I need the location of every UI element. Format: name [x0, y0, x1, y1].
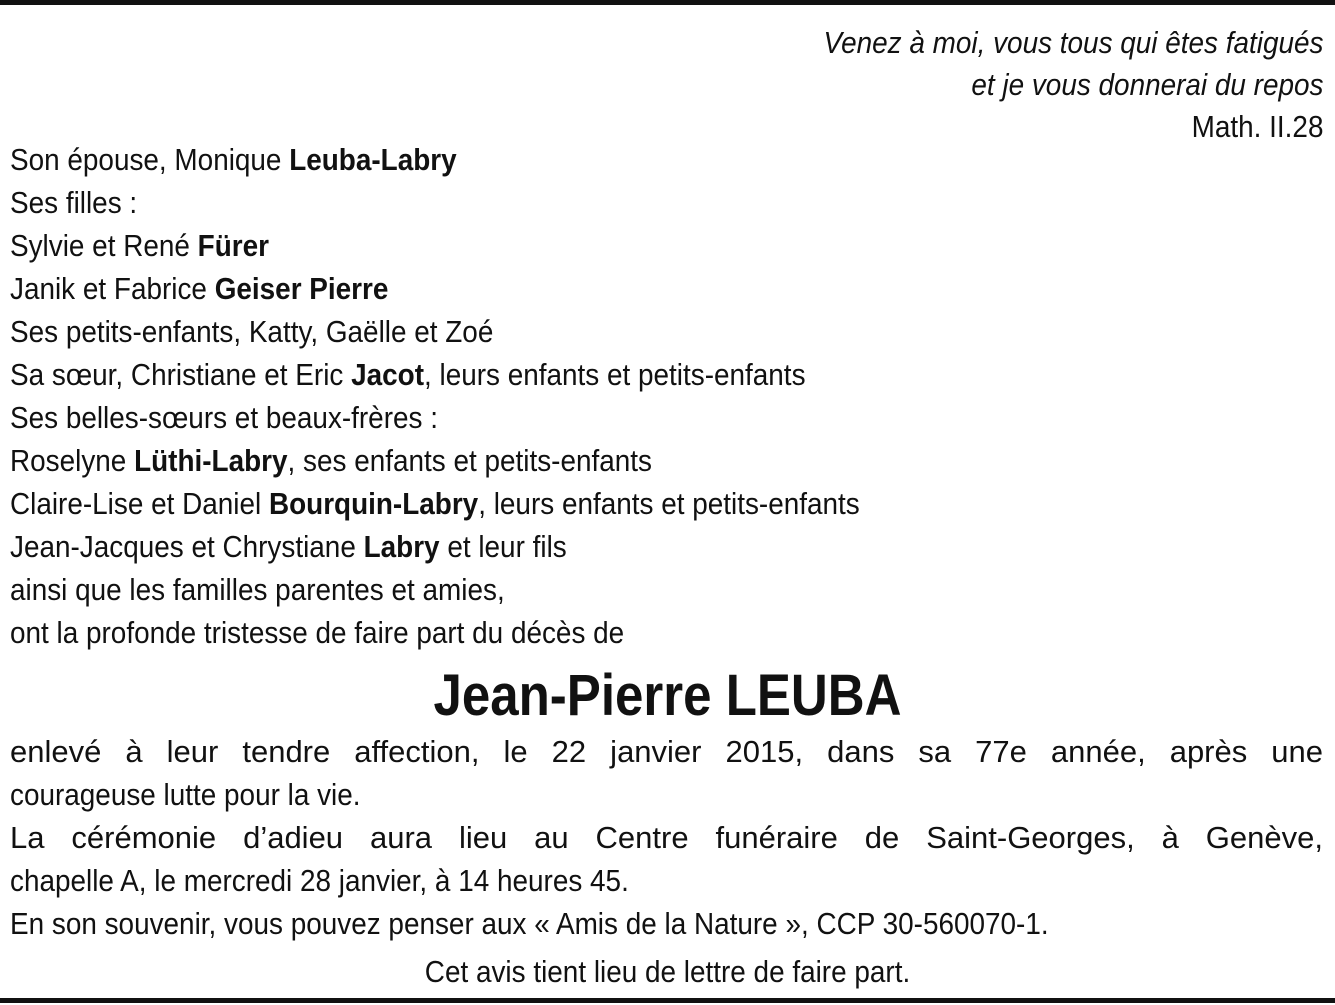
- verse-reference: Math. II.28: [1191, 109, 1323, 144]
- family-text: ont la profonde tristesse de faire part du décès de: [10, 615, 625, 650]
- family-text: Sylvie et René: [10, 228, 198, 263]
- deceased-name: Jean-Pierre LEUBA: [433, 663, 902, 728]
- family-surname: Jacot: [351, 357, 424, 392]
- family-surname: Leuba-Labry: [289, 142, 457, 177]
- family-line: [10, 353, 860, 396]
- family-text: ainsi que les familles parentes et amies,: [10, 572, 505, 607]
- family-line: [10, 439, 860, 482]
- family-line: [10, 310, 860, 353]
- family-list: [10, 138, 860, 654]
- body-paragraph-1-line-1: enlevé à leur tendre affection, le 22 janvier 2015, dans sa 77e année, après une: [10, 734, 1323, 769]
- family-text: , leurs enfants et petits-enfants: [478, 486, 860, 521]
- closing-note: Cet avis tient lieu de lettre de faire part.: [424, 954, 911, 989]
- family-line: [10, 181, 860, 224]
- family-surname: Fürer: [197, 228, 269, 263]
- body-paragraph-2-line-2: chapelle A, le mercredi 28 janvier, à 14 heures 45.: [10, 863, 629, 898]
- family-line: [10, 611, 860, 654]
- body-paragraph-1-line-2: courageuse lutte pour la vie.: [10, 777, 361, 812]
- family-text: Janik et Fabrice: [10, 271, 215, 306]
- top-border-rule: [0, 0, 1335, 5]
- family-line: [10, 267, 860, 310]
- family-text: Ses belles-sœurs et beaux-frères :: [10, 400, 438, 435]
- family-text: Sa sœur, Christiane et Eric: [10, 357, 352, 392]
- family-line: [10, 224, 860, 267]
- bible-verse: [823, 22, 1323, 148]
- family-text: et leur fils: [439, 529, 567, 564]
- family-line: [10, 568, 860, 611]
- family-text: Jean-Jacques et Chrystiane: [10, 529, 364, 564]
- family-surname: Lüthi-Labry: [134, 443, 288, 478]
- family-surname: Labry: [363, 529, 440, 564]
- family-line: [10, 396, 860, 439]
- family-text: Ses petits-enfants, Katty, Gaëlle et Zoé: [10, 314, 494, 349]
- body-paragraph-2-line-1: La cérémonie d’adieu aura lieu au Centre funéraire de Saint-Georges, à Genève,: [10, 820, 1323, 855]
- announcement-body: [10, 730, 1323, 945]
- family-text: Son épouse, Monique: [10, 142, 290, 177]
- family-text: Ses filles :: [10, 185, 138, 220]
- family-text: , ses enfants et petits-enfants: [287, 443, 652, 478]
- family-text: Roselyne: [10, 443, 135, 478]
- family-surname: Geiser Pierre: [214, 271, 389, 306]
- family-surname: Bourquin-Labry: [268, 486, 479, 521]
- family-text: , leurs enfants et petits-enfants: [424, 357, 806, 392]
- verse-line-1: Venez à moi, vous tous qui êtes fatigués: [823, 25, 1323, 60]
- body-paragraph-3: En son souvenir, vous pouvez penser aux « Amis de la Nature », CCP 30-560070-1.: [10, 906, 1049, 941]
- verse-line-2: et je vous donnerai du repos: [970, 67, 1323, 102]
- bottom-border-rule: [0, 998, 1335, 1003]
- family-line: [10, 138, 860, 181]
- family-text: Claire-Lise et Daniel: [10, 486, 269, 521]
- family-line: [10, 482, 860, 525]
- family-line: [10, 525, 860, 568]
